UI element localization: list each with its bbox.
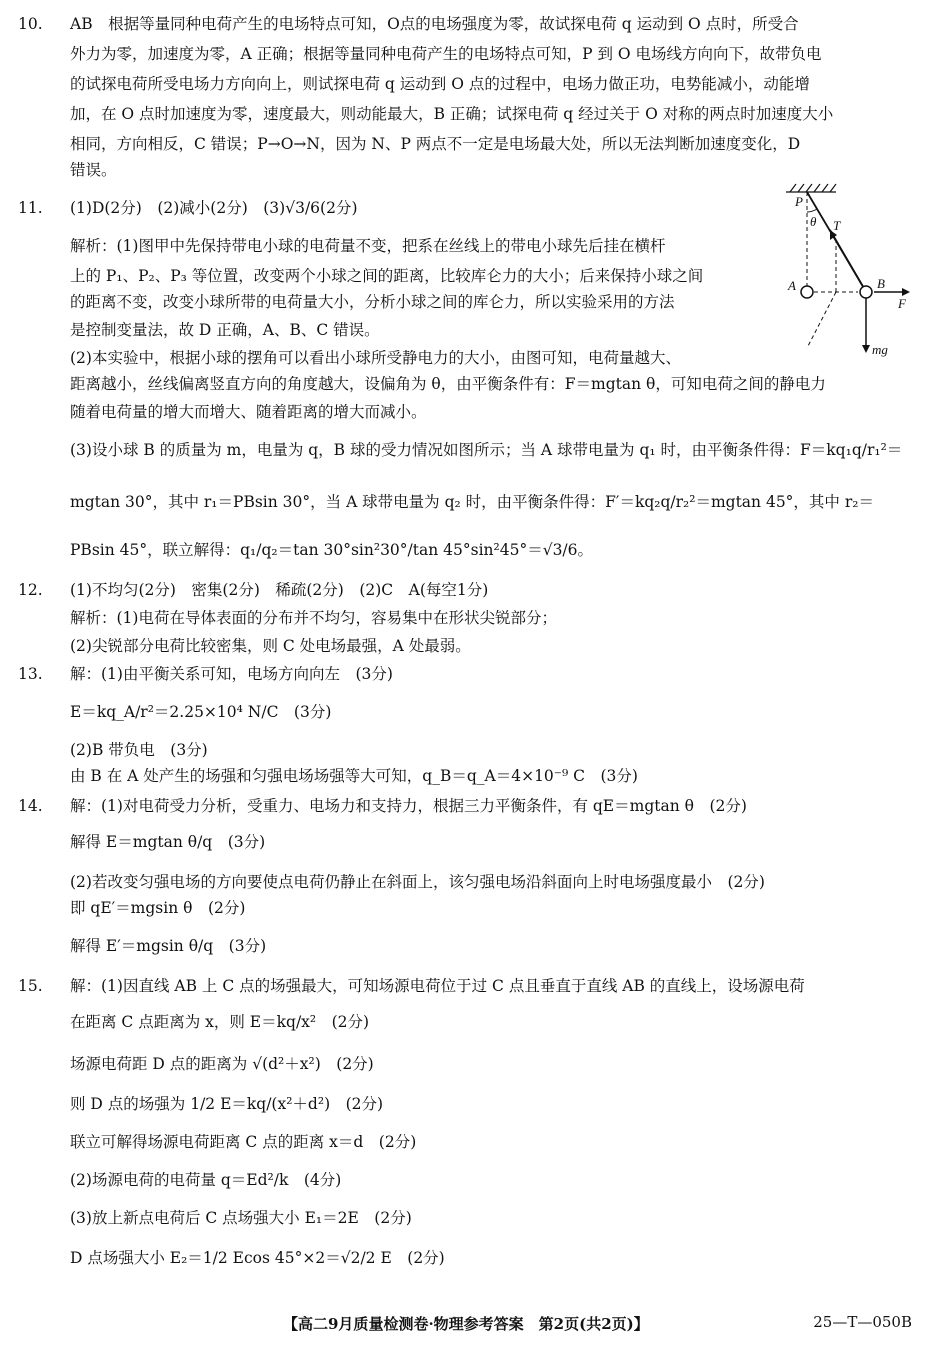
ball-a [801,286,813,298]
q14-line-0: 解得 E＝mgtan θ/q (3分) [70,833,266,851]
q14-line-2: 即 qE′＝mgsin θ (2分) [70,899,246,917]
q14-answer: 14. 解：(1)对电荷受力分析，受重力、电场力和支持力，根据三力平衡条件，有 qE＝mgtan θ (2分) [18,797,747,815]
label-a: A [788,278,796,293]
q13-answer: 13. 解：(1)由平衡关系可知，电场方向向左 (3分) [18,665,393,683]
label-f: F [898,296,906,311]
ceiling-hatch [786,184,836,192]
q11-line-8: mgtan 30°，其中 r₁＝PBsin 30°，当 A 球带电量为 q₂ 时，由平衡条件得：F′＝kq₂q/r₂²＝mgtan 45°，其中 r₂＝ [70,493,874,511]
q15-line-6: D 点场强大小 E₂＝1/2 Ecos 45°×2＝√2/2 E (2分) [70,1249,445,1267]
q13-line-0: E＝kq_A/r²＝2.25×10⁴ N/C (3分) [70,703,332,721]
q10-line-3: 加，在 O 点时加速度为零，速度最大，则动能最大，B 正确；试探电荷 q 经过关于 O 对称的两点时加速度大小 [70,105,834,123]
q13-line-2: 由 B 在 A 处产生的场强和匀强电场场强等大可知，q_B＝q_A＝4×10⁻⁹ C (3分) [70,767,638,785]
q11-line-6: 随着电荷量的增大而增大、随着距离的增大而减小。 [70,403,427,421]
q11-line-3: 是控制变量法，故 D 正确，A、B、C 错误。 [70,321,380,339]
q14-line-1: (2)若改变匀强电场的方向要使点电荷仍静止在斜面上，该匀强电场沿斜面向上时电场强度最小 (2分) [70,873,765,891]
q10-line-1: 外力为零，加速度为零，A 正确；根据等量同种电荷产生的电场特点可知，P 到 O 电场线方向向下，故带负电 [70,45,822,63]
label-theta: θ [810,214,817,229]
q11-answer: 11. (1)D(2分) (2)减小(2分) (3)√3/6(2分) [18,199,358,217]
q11-line-4: (2)本实验中，根据小球的摆角可以看出小球所受静电力的大小，由图可知，电荷量越大、 [70,349,681,367]
ball-b [860,286,872,298]
q15-number: 15. [18,977,43,995]
q11-line-2: 的距离不变，改变小球所带的电荷量大小，分析小球之间的库仑力，所以实验采用的方法 [70,293,675,311]
parallelogram-dashed-1 [807,292,836,348]
q10-line-0: 10. AB 根据等量同种电荷产生的电场特点可知，O点的电场强度为零，故试探电荷 q 运动到 O 点时，所受合 [18,15,799,33]
q11-line-9: PBsin 45°，联立解得：q₁/q₂＝tan 30°sin²30°/tan 45°sin²45°＝√3/6。 [70,541,594,559]
tension-arrow [830,230,865,290]
q14-line-3: 解得 E′＝mgsin θ/q (3分) [70,937,267,955]
label-mg: mg [872,342,888,357]
q13-line-1: (2)B 带负电 (3分) [70,741,208,759]
footer-code: 25—T—050B [813,1313,912,1331]
q10-line-5: 错误。 [70,161,117,179]
angle-arc [807,209,817,212]
q15-line-0: 在距离 C 点距离为 x，则 E＝kq/x² (2分) [70,1013,370,1031]
q15-line-2: 则 D 点的场强为 1/2 E＝kq/(x²＋d²) (2分) [70,1095,384,1113]
q11-line-7: (3)设小球 B 的质量为 m，电量为 q，B 球的受力情况如图所示；当 A 球带电量为 q₁ 时，由平衡条件得：F＝kq₁q/r₁²＝ [70,441,903,459]
q15-line-1: 场源电荷距 D 点的距离为 √(d²＋x²) (2分) [70,1055,374,1073]
q14-number: 14. [18,797,43,815]
force-diagram [778,178,918,363]
footer-title: 【高二9月质量检测卷·物理参考答案 第2页(共2页)】 [283,1315,649,1333]
q12-answer: 12. (1)不均匀(2分) 密集(2分) 稀疏(2分) (2)C A(每空1分) [18,581,489,599]
q15-line-3: 联立可解得场源电荷距离 C 点的距离 x＝d (2分) [70,1133,417,1151]
gravity-arrowhead [862,345,870,353]
q12-line-1: (2)尖锐部分电荷比较密集，则 C 处电场最强，A 处最弱。 [70,637,471,655]
force-f-arrowhead [902,288,910,296]
q11-line-5: 距离越小，丝线偏离竖直方向的角度越大，设偏角为 θ，由平衡条件有：F＝mgtan θ，可知电荷之间的静电力 [70,375,826,393]
q15-answer: 15. 解：(1)因直线 AB 上 C 点的场强最大，可知场源电荷位于过 C 点且垂直于直线 AB 的直线上，设场源电荷 [18,977,805,995]
label-t: T [833,218,841,233]
q10-line-4: 相同，方向相反，C 错误；P→O→N，因为 N、P 两点不一定是电场最大处，所以无法判断加速度变化，D [70,135,801,153]
q13-number: 13. [18,665,43,683]
q12-line-0: 解析：(1)电荷在导体表面的分布并不均匀，容易集中在形状尖锐部分； [70,609,557,627]
label-b: B [877,276,885,291]
q15-line-4: (2)场源电荷的电荷量 q＝Ed²/k (4分) [70,1171,342,1189]
q11-number: 11. [18,199,43,217]
label-p: P [795,194,803,209]
q11-line-0: 解析：(1)图甲中先保持带电小球的电荷量不变，把系在丝线上的带电小球先后挂在横杆 [70,237,666,255]
q12-number: 12. [18,581,43,599]
q10-number: 10. [18,15,43,33]
q11-line-1: 上的 P₁、P₂、P₃ 等位置，改变两个小球之间的距离，比较库仑力的大小；后来保持小球之间 [70,267,704,285]
q15-line-5: (3)放上新点电荷后 C 点场强大小 E₁＝2E (2分) [70,1209,412,1227]
q10-line-2: 的试探电荷所受电场力方向向上，则试探电荷 q 运动到 O 点的过程中，电场力做正功，电势能减小，动能增 [70,75,810,93]
